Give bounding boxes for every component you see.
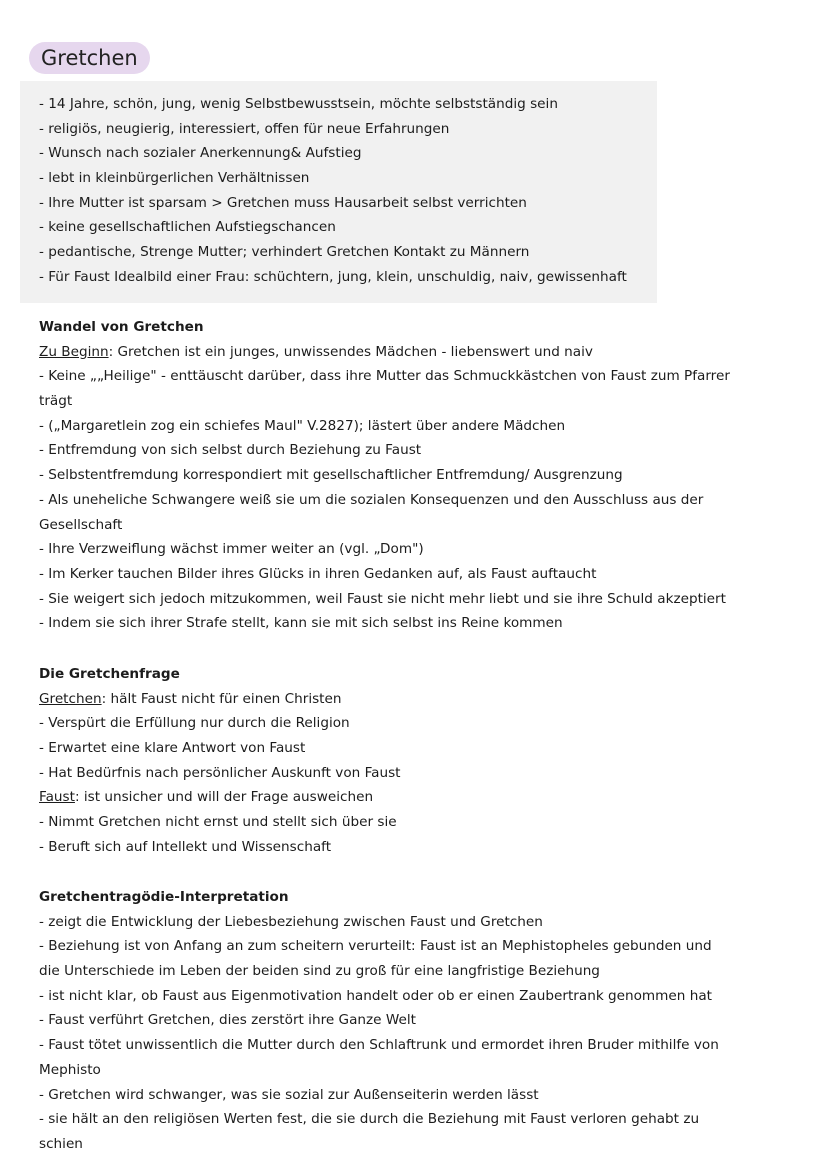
underlined-label: Gretchen <box>39 690 102 707</box>
summary-line: - Für Faust Idealbild einer Frau: schüchtern, jung, klein, unschuldig, naiv, gewissenhaft <box>39 268 627 285</box>
text-line: trägt <box>39 393 73 410</box>
text-line: Gesellschaft <box>39 516 123 533</box>
intro-text: : Gretchen ist ein junges, unwissendes Mädchen - liebenswert und naiv <box>108 343 593 360</box>
text-line: - Keine „„Heilige" - enttäuscht darüber, dass ihre Mutter das Schmuckkästchen von Faust zum Pfarrer <box>39 368 730 385</box>
text-line: - Indem sie sich ihrer Strafe stellt, kann sie mit sich selbst ins Reine kommen <box>39 615 563 632</box>
summary-line: - Wunsch nach sozialer Anerkennung& Aufstieg <box>39 145 362 162</box>
section-heading: Die Gretchenfrage <box>39 666 180 682</box>
text-line: - Sie weigert sich jedoch mitzukommen, weil Faust sie nicht mehr liebt und sie ihre Schuld akzeptiert <box>39 590 726 607</box>
text-line: - Erwartet eine klare Antwort von Faust <box>39 740 306 757</box>
text-line: - Als uneheliche Schwangere weiß sie um die sozialen Konsequenzen und den Ausschluss aus der <box>39 491 704 508</box>
summary-box <box>20 81 657 303</box>
intro-text: : ist unsicher und will der Frage ausweichen <box>74 789 374 806</box>
page-title: Gretchen <box>29 42 150 74</box>
underlined-label: Faust <box>39 789 75 806</box>
text-line: - Nimmt Gretchen nicht ernst und stellt sich über sie <box>39 814 397 831</box>
text-line: - sie hält an den religiösen Werten fest, die sie durch die Beziehung mit Faust verloren gehabt zu <box>39 1111 700 1128</box>
summary-line: - religiös, neugierig, interessiert, offen für neue Erfahrungen <box>39 120 450 137</box>
summary-line: - lebt in kleinbürgerlichen Verhältnissen <box>39 170 310 187</box>
text-line: - Beruft sich auf Intellekt und Wissenschaft <box>39 838 332 855</box>
section-heading: Wandel von Gretchen <box>39 319 204 335</box>
section-heading: Gretchentragödie-Interpretation <box>39 889 289 905</box>
text-line: - Selbstentfremdung korrespondiert mit gesellschaftlicher Entfremdung/ Ausgrenzung <box>39 467 623 484</box>
section-tragoedie <box>39 885 809 1157</box>
intro-line <box>39 785 809 810</box>
text-line: - Beziehung ist von Anfang an zum scheitern verurteilt: Faust ist an Mephistopheles gebunden und <box>39 938 712 955</box>
text-line: - Faust verführt Gretchen, dies zerstört ihre Ganze Welt <box>39 1012 416 1029</box>
text-line: - Hat Bedürfnis nach persönlicher Auskunft von Faust <box>39 764 401 781</box>
text-line: - Gretchen wird schwanger, was sie sozial zur Außenseiterin werden lässt <box>39 1086 539 1103</box>
text-line: die Unterschiede im Leben der beiden sind zu groß für eine langfristige Beziehung <box>39 963 600 980</box>
text-line: - Faust tötet unwissentlich die Mutter durch den Schlaftrunk und ermordet ihren Bruder mithilfe von <box>39 1037 719 1054</box>
text-line: Mephisto <box>39 1061 101 1078</box>
text-line: - („Margaretlein zog ein schiefes Maul" V.2827); lästert über andere Mädchen <box>39 417 566 434</box>
intro-line <box>39 340 809 365</box>
intro-text: : hält Faust nicht für einen Christen <box>101 690 342 707</box>
underlined-label: Zu Beginn <box>39 343 109 360</box>
section-wandel <box>39 315 809 636</box>
text-line: - Im Kerker tauchen Bilder ihres Glücks in ihren Gedanken auf, als Faust auftaucht <box>39 565 597 582</box>
text-line: - Entfremdung von sich selbst durch Beziehung zu Faust <box>39 442 422 459</box>
summary-line: - Ihre Mutter ist sparsam > Gretchen muss Hausarbeit selbst verrichten <box>39 194 527 211</box>
summary-line: - 14 Jahre, schön, jung, wenig Selbstbewusstsein, möchte selbstständig sein <box>39 96 558 112</box>
intro-line <box>39 687 809 712</box>
summary-line: - pedantische, Strenge Mutter; verhindert Gretchen Kontakt zu Männern <box>39 244 530 261</box>
text-line: - Verspürt die Erfüllung nur durch die Religion <box>39 715 350 732</box>
summary-line: - keine gesellschaftlichen Aufstiegschancen <box>39 219 336 236</box>
section-gretchenfrage <box>39 662 809 860</box>
text-line: - zeigt die Entwicklung der Liebesbeziehung zwischen Faust und Gretchen <box>39 913 543 930</box>
text-line: schien <box>39 1135 83 1152</box>
text-line: - ist nicht klar, ob Faust aus Eigenmotivation handelt oder ob er einen Zaubertrank genommen hat <box>39 987 712 1004</box>
text-line: - Ihre Verzweiflung wächst immer weiter an (vgl. „Dom") <box>39 541 424 558</box>
